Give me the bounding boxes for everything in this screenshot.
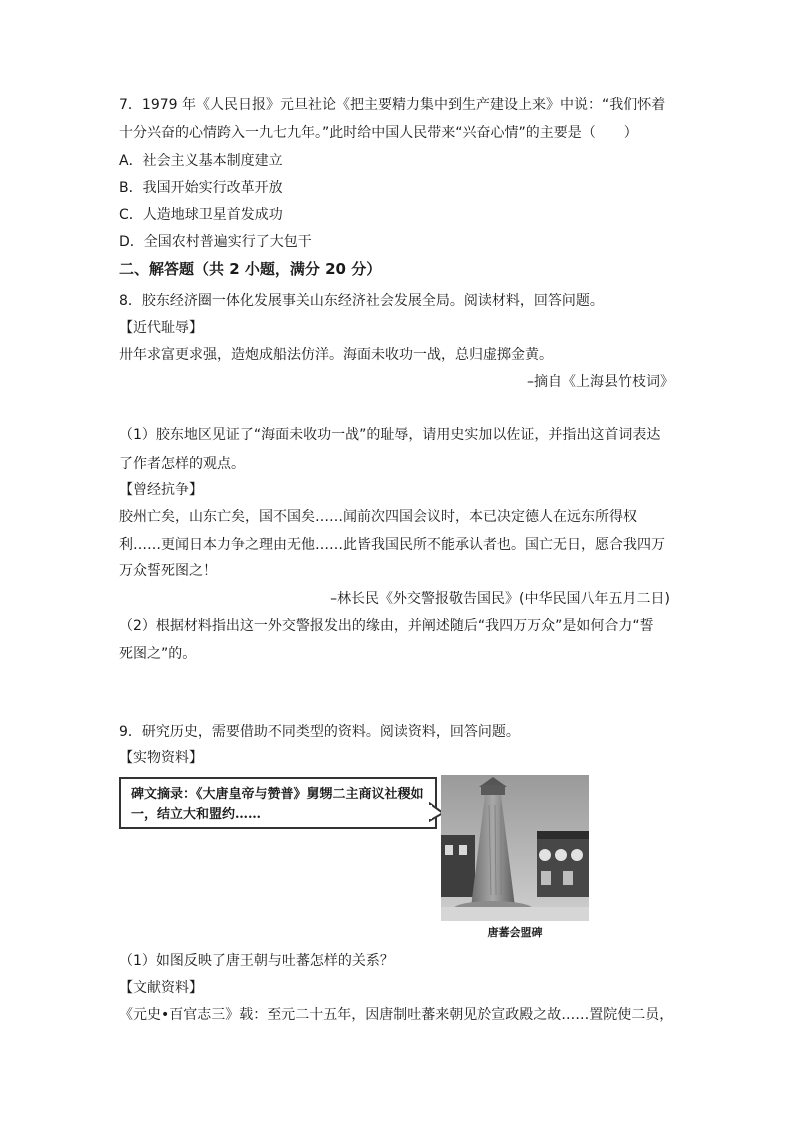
q8-material2-line1: 胶州亡矣，山东亡矣，国不国矣……闻前次四国会议时，本已决定德人在远东所得权 [119,509,637,525]
stele-photo [441,775,589,921]
q8-material1-text: 卅年求富更求强，造炮成船法仿洋。海面未收功一战，总归虚掷金黄。 [119,347,553,363]
q9-sub1: （1）如图反映了唐王朝与吐蕃怎样的关系？ [119,953,394,969]
q8-material2-source: –林长民《外交警报敬告国民》(中华民国八年五月二日) [330,591,670,607]
q8-material2-heading: 【曾经抗争】 [119,482,203,498]
q7-option-d: D．全国农村普遍实行了大包干 [119,234,312,250]
q7-option-b: B．我国开始实行改革开放 [119,180,283,196]
stele-exhibit [119,775,589,945]
q8-sub1-line1: （1）胶东地区见证了“海面未收功一战”的耻辱，请用史实加以佐证，并指出这首词表达 [119,427,661,443]
q9-material2-heading: 【文献资料】 [119,980,203,996]
photo-caption: 唐蕃会盟碑 [487,926,543,939]
q7-stem-line2: 十分兴奋的心情跨入一九七九年。”此时给中国人民带来“兴奋心情”的主要是（ ） [119,125,638,141]
q8-sub1-line2: 了作者怎样的观点。 [119,456,245,472]
q7-option-c: C．人造地球卫星首发成功 [119,207,283,223]
q9-intro: 9．研究历史，需要借助不同类型的资料。阅读资料，回答问题。 [119,724,520,740]
q7-stem-line1: 7．1979 年《人民日报》元旦社论《把主要精力集中到生产建设上来》中说：“我们怀着 [119,97,666,113]
q8-material2-line2: 利……更闻日本力争之理由无他……此皆我国民所不能承认者也。国亡无日，愿合我四万 [119,537,665,553]
q8-material1-source: –摘自《上海县竹枝词》 [527,374,674,390]
q8-sub2-line1: （2）根据材料指出这一外交警报发出的缘由，并阐述随后“我四万万众”是如何合力“誓 [119,618,654,634]
inscription-callout: 碑文摘录：《大唐皇帝与赞普》舅甥二主商议社稷如一，结立大和盟约…… [119,777,437,829]
q9-material1-heading: 【实物资料】 [119,750,203,766]
q7-option-a: A．社会主义基本制度建立 [119,153,283,169]
q8-sub2-line2: 死图之”的。 [119,646,197,662]
q9-material2-line1: 《元史•百官志三》载：至元二十五年，因唐制吐蕃来朝见於宣政殿之故……置院使二员， [119,1007,674,1023]
q8-material2-line3: 万众誓死图之！ [119,563,217,579]
q8-intro: 8．胶东经济圈一体化发展事关山东经济社会发展全局。阅读材料，回答问题。 [119,293,604,309]
q8-material1-heading: 【近代耻辱】 [119,320,203,336]
section-title: 二、解答题（共 2 小题，满分 20 分） [119,260,382,278]
